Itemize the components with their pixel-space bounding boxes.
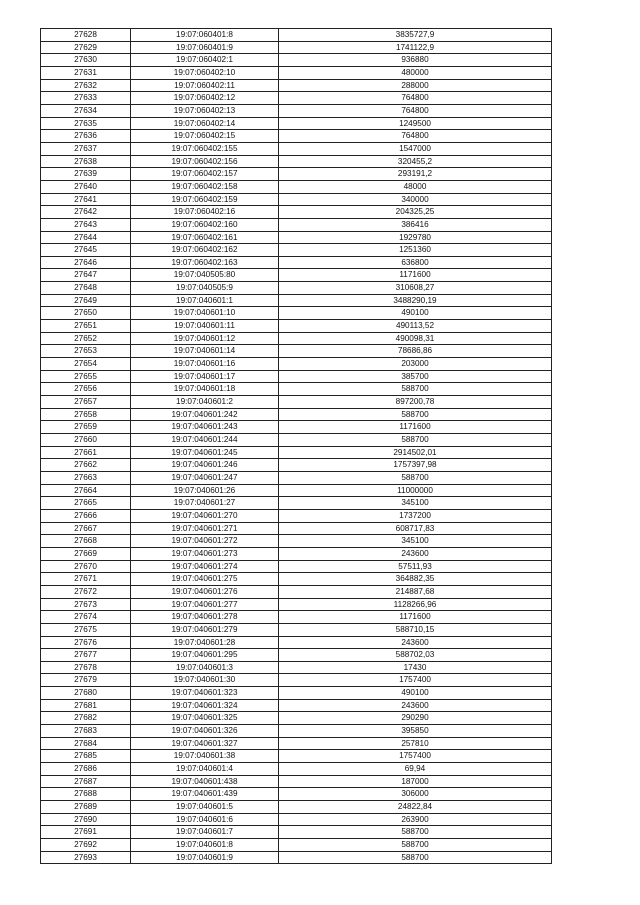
row-number-cell: 27681 [41, 699, 131, 712]
row-number-cell: 27629 [41, 41, 131, 54]
value-cell: 69,94 [279, 763, 552, 776]
cadastral-number-cell: 19:07:040601:324 [131, 699, 279, 712]
value-cell: 57511,93 [279, 560, 552, 573]
cadastral-number-cell: 19:07:060401:9 [131, 41, 279, 54]
row-number-cell: 27636 [41, 130, 131, 143]
table-row [41, 130, 552, 143]
value-cell: 897200,78 [279, 396, 552, 409]
value-cell: 764800 [279, 130, 552, 143]
row-number-cell: 27655 [41, 370, 131, 383]
value-cell: 243600 [279, 636, 552, 649]
cadastral-number-cell: 19:07:060402:160 [131, 218, 279, 231]
value-cell: 48000 [279, 180, 552, 193]
table-row [41, 674, 552, 687]
cadastral-number-cell: 19:07:040601:6 [131, 813, 279, 826]
value-cell: 1249500 [279, 117, 552, 130]
row-number-cell: 27642 [41, 206, 131, 219]
value-cell: 340000 [279, 193, 552, 206]
cadastral-number-cell: 19:07:040601:5 [131, 801, 279, 814]
table-row [41, 41, 552, 54]
table-row [41, 649, 552, 662]
row-number-cell: 27686 [41, 763, 131, 776]
row-number-cell: 27685 [41, 750, 131, 763]
table-row [41, 396, 552, 409]
row-number-cell: 27639 [41, 168, 131, 181]
row-number-cell: 27652 [41, 332, 131, 345]
row-number-cell: 27638 [41, 155, 131, 168]
row-number-cell: 27684 [41, 737, 131, 750]
row-number-cell: 27682 [41, 712, 131, 725]
table-row [41, 168, 552, 181]
value-cell: 490100 [279, 687, 552, 700]
table-row [41, 408, 552, 421]
cadastral-number-cell: 19:07:040601:7 [131, 826, 279, 839]
cadastral-number-cell: 19:07:040601:243 [131, 421, 279, 434]
table-row [41, 585, 552, 598]
table-row [41, 256, 552, 269]
cadastral-number-cell: 19:07:060402:158 [131, 180, 279, 193]
table-row [41, 104, 552, 117]
row-number-cell: 27657 [41, 396, 131, 409]
row-number-cell: 27650 [41, 307, 131, 320]
table-row [41, 509, 552, 522]
cadastral-number-cell: 19:07:040601:274 [131, 560, 279, 573]
value-cell: 1757400 [279, 750, 552, 763]
cadastral-number-cell: 19:07:040601:8 [131, 839, 279, 852]
row-number-cell: 27651 [41, 320, 131, 333]
value-cell: 480000 [279, 66, 552, 79]
table-row [41, 320, 552, 333]
table-row [41, 332, 552, 345]
table-row [41, 573, 552, 586]
cadastral-number-cell: 19:07:040601:1 [131, 294, 279, 307]
cadastral-number-cell: 19:07:040601:245 [131, 446, 279, 459]
row-number-cell: 27659 [41, 421, 131, 434]
row-number-cell: 27670 [41, 560, 131, 573]
table-row [41, 737, 552, 750]
table-row [41, 180, 552, 193]
value-cell: 345100 [279, 535, 552, 548]
value-cell: 3835727,9 [279, 29, 552, 42]
cadastral-number-cell: 19:07:060402:159 [131, 193, 279, 206]
value-cell: 1737200 [279, 509, 552, 522]
table-row [41, 813, 552, 826]
value-cell: 78686,86 [279, 345, 552, 358]
cadastral-number-cell: 19:07:040601:27 [131, 497, 279, 510]
table-row [41, 661, 552, 674]
value-cell: 490098,31 [279, 332, 552, 345]
row-number-cell: 27683 [41, 725, 131, 738]
row-number-cell: 27668 [41, 535, 131, 548]
value-cell: 293191,2 [279, 168, 552, 181]
cadastral-number-cell: 19:07:040601:277 [131, 598, 279, 611]
table-row [41, 193, 552, 206]
cadastral-number-cell: 19:07:040601:279 [131, 623, 279, 636]
value-cell: 588700 [279, 408, 552, 421]
value-cell: 588702,03 [279, 649, 552, 662]
table-row [41, 206, 552, 219]
table-row [41, 307, 552, 320]
row-number-cell: 27660 [41, 434, 131, 447]
row-number-cell: 27669 [41, 547, 131, 560]
table-row [41, 54, 552, 67]
row-number-cell: 27632 [41, 79, 131, 92]
row-number-cell: 27637 [41, 142, 131, 155]
row-number-cell: 27687 [41, 775, 131, 788]
cadastral-number-cell: 19:07:040601:325 [131, 712, 279, 725]
row-number-cell: 27678 [41, 661, 131, 674]
value-cell: 3488290,19 [279, 294, 552, 307]
value-cell: 588700 [279, 839, 552, 852]
value-cell: 2914502,01 [279, 446, 552, 459]
table-row [41, 522, 552, 535]
value-cell: 1547000 [279, 142, 552, 155]
value-cell: 263900 [279, 813, 552, 826]
row-number-cell: 27643 [41, 218, 131, 231]
row-number-cell: 27647 [41, 269, 131, 282]
cadastral-number-cell: 19:07:040601:17 [131, 370, 279, 383]
table-row [41, 446, 552, 459]
row-number-cell: 27666 [41, 509, 131, 522]
table-row [41, 218, 552, 231]
value-cell: 203000 [279, 358, 552, 371]
value-cell: 764800 [279, 104, 552, 117]
table-row [41, 560, 552, 573]
cadastral-number-cell: 19:07:040601:275 [131, 573, 279, 586]
value-cell: 320455,2 [279, 155, 552, 168]
value-cell: 345100 [279, 497, 552, 510]
cadastral-number-cell: 19:07:040601:9 [131, 851, 279, 864]
value-cell: 11000000 [279, 484, 552, 497]
row-number-cell: 27634 [41, 104, 131, 117]
cadastral-number-cell: 19:07:040601:271 [131, 522, 279, 535]
value-cell: 588700 [279, 434, 552, 447]
value-cell: 1757400 [279, 674, 552, 687]
row-number-cell: 27661 [41, 446, 131, 459]
row-number-cell: 27680 [41, 687, 131, 700]
table-row [41, 29, 552, 42]
row-number-cell: 27692 [41, 839, 131, 852]
cadastral-number-cell: 19:07:040601:273 [131, 547, 279, 560]
cadastral-number-cell: 19:07:060402:161 [131, 231, 279, 244]
cadastral-number-cell: 19:07:040601:14 [131, 345, 279, 358]
cadastral-number-cell: 19:07:040601:242 [131, 408, 279, 421]
row-number-cell: 27649 [41, 294, 131, 307]
table-row [41, 623, 552, 636]
table-row [41, 712, 552, 725]
cadastral-number-cell: 19:07:060402:11 [131, 79, 279, 92]
table-row [41, 750, 552, 763]
table-row [41, 826, 552, 839]
value-cell: 588700 [279, 471, 552, 484]
value-cell: 1128266,96 [279, 598, 552, 611]
table-row [41, 79, 552, 92]
cadastral-number-cell: 19:07:040601:278 [131, 611, 279, 624]
row-number-cell: 27672 [41, 585, 131, 598]
value-cell: 608717,83 [279, 522, 552, 535]
table-row [41, 497, 552, 510]
row-number-cell: 27648 [41, 282, 131, 295]
row-number-cell: 27646 [41, 256, 131, 269]
value-cell: 588700 [279, 851, 552, 864]
row-number-cell: 27644 [41, 231, 131, 244]
cadastral-number-cell: 19:07:060402:155 [131, 142, 279, 155]
value-cell: 257810 [279, 737, 552, 750]
value-cell: 204325,25 [279, 206, 552, 219]
table-row [41, 421, 552, 434]
value-cell: 588710,15 [279, 623, 552, 636]
cadastral-number-cell: 19:07:040601:276 [131, 585, 279, 598]
value-cell: 385700 [279, 370, 552, 383]
table-row [41, 763, 552, 776]
table-row [41, 434, 552, 447]
value-cell: 288000 [279, 79, 552, 92]
table-row [41, 269, 552, 282]
cadastral-number-cell: 19:07:040601:247 [131, 471, 279, 484]
row-number-cell: 27654 [41, 358, 131, 371]
row-number-cell: 27671 [41, 573, 131, 586]
value-cell: 1171600 [279, 421, 552, 434]
value-cell: 24822,84 [279, 801, 552, 814]
value-cell: 243600 [279, 547, 552, 560]
cadastral-number-cell: 19:07:060402:10 [131, 66, 279, 79]
table-row [41, 471, 552, 484]
table-row [41, 142, 552, 155]
table-row [41, 370, 552, 383]
table-row [41, 547, 552, 560]
cadastral-number-cell: 19:07:060402:157 [131, 168, 279, 181]
row-number-cell: 27633 [41, 92, 131, 105]
value-cell: 1757397,98 [279, 459, 552, 472]
table-row [41, 851, 552, 864]
table-row [41, 459, 552, 472]
table-row [41, 358, 552, 371]
row-number-cell: 27673 [41, 598, 131, 611]
cadastral-number-cell: 19:07:060402:1 [131, 54, 279, 67]
value-cell: 588700 [279, 826, 552, 839]
value-cell: 1741122,9 [279, 41, 552, 54]
cadastral-number-cell: 19:07:040601:38 [131, 750, 279, 763]
table-row [41, 687, 552, 700]
cadastral-number-cell: 19:07:040601:272 [131, 535, 279, 548]
row-number-cell: 27677 [41, 649, 131, 662]
cadastral-number-cell: 19:07:060402:162 [131, 244, 279, 257]
table-row [41, 155, 552, 168]
row-number-cell: 27645 [41, 244, 131, 257]
row-number-cell: 27691 [41, 826, 131, 839]
cadastral-number-cell: 19:07:060402:16 [131, 206, 279, 219]
table-row [41, 244, 552, 257]
table-row [41, 636, 552, 649]
table-row [41, 611, 552, 624]
cadastral-value-table [40, 28, 552, 864]
cadastral-number-cell: 19:07:040601:10 [131, 307, 279, 320]
row-number-cell: 27658 [41, 408, 131, 421]
table-row [41, 598, 552, 611]
table-row [41, 117, 552, 130]
row-number-cell: 27664 [41, 484, 131, 497]
value-cell: 636800 [279, 256, 552, 269]
value-cell: 290290 [279, 712, 552, 725]
row-number-cell: 27662 [41, 459, 131, 472]
value-cell: 214887,68 [279, 585, 552, 598]
row-number-cell: 27641 [41, 193, 131, 206]
cadastral-number-cell: 19:07:040601:270 [131, 509, 279, 522]
table-row [41, 66, 552, 79]
cadastral-number-cell: 19:07:040601:326 [131, 725, 279, 738]
value-cell: 936880 [279, 54, 552, 67]
cadastral-number-cell: 19:07:060402:12 [131, 92, 279, 105]
cadastral-number-cell: 19:07:040601:323 [131, 687, 279, 700]
cadastral-number-cell: 19:07:040601:439 [131, 788, 279, 801]
value-cell: 306000 [279, 788, 552, 801]
row-number-cell: 27675 [41, 623, 131, 636]
row-number-cell: 27663 [41, 471, 131, 484]
row-number-cell: 27679 [41, 674, 131, 687]
row-number-cell: 27630 [41, 54, 131, 67]
cadastral-number-cell: 19:07:040601:16 [131, 358, 279, 371]
cadastral-number-cell: 19:07:060402:15 [131, 130, 279, 143]
cadastral-number-cell: 19:07:040601:12 [131, 332, 279, 345]
cadastral-number-cell: 19:07:060402:156 [131, 155, 279, 168]
cadastral-number-cell: 19:07:040601:295 [131, 649, 279, 662]
table-row [41, 282, 552, 295]
table-row [41, 294, 552, 307]
value-cell: 490100 [279, 307, 552, 320]
table-row [41, 231, 552, 244]
row-number-cell: 27693 [41, 851, 131, 864]
cadastral-number-cell: 19:07:040601:28 [131, 636, 279, 649]
value-cell: 1171600 [279, 611, 552, 624]
value-cell: 1929780 [279, 231, 552, 244]
cadastral-number-cell: 19:07:040601:244 [131, 434, 279, 447]
value-cell: 395850 [279, 725, 552, 738]
row-number-cell: 27653 [41, 345, 131, 358]
cadastral-number-cell: 19:07:040601:26 [131, 484, 279, 497]
cadastral-number-cell: 19:07:060402:14 [131, 117, 279, 130]
table-row [41, 383, 552, 396]
cadastral-number-cell: 19:07:040601:2 [131, 396, 279, 409]
cadastral-number-cell: 19:07:040601:3 [131, 661, 279, 674]
table-row [41, 92, 552, 105]
value-cell: 588700 [279, 383, 552, 396]
table-body [41, 29, 552, 864]
value-cell: 490113,52 [279, 320, 552, 333]
value-cell: 386416 [279, 218, 552, 231]
table-row [41, 345, 552, 358]
cadastral-number-cell: 19:07:040601:30 [131, 674, 279, 687]
value-cell: 243600 [279, 699, 552, 712]
table-row [41, 788, 552, 801]
row-number-cell: 27667 [41, 522, 131, 535]
row-number-cell: 27628 [41, 29, 131, 42]
table-row [41, 484, 552, 497]
value-cell: 187000 [279, 775, 552, 788]
value-cell: 1251360 [279, 244, 552, 257]
table-row [41, 801, 552, 814]
cadastral-number-cell: 19:07:040601:246 [131, 459, 279, 472]
cadastral-number-cell: 19:07:040505:80 [131, 269, 279, 282]
row-number-cell: 27656 [41, 383, 131, 396]
row-number-cell: 27676 [41, 636, 131, 649]
table-row [41, 699, 552, 712]
cadastral-number-cell: 19:07:040601:438 [131, 775, 279, 788]
row-number-cell: 27631 [41, 66, 131, 79]
table-row [41, 775, 552, 788]
cadastral-number-cell: 19:07:040505:9 [131, 282, 279, 295]
cadastral-number-cell: 19:07:040601:327 [131, 737, 279, 750]
row-number-cell: 27665 [41, 497, 131, 510]
row-number-cell: 27640 [41, 180, 131, 193]
value-cell: 1171600 [279, 269, 552, 282]
row-number-cell: 27690 [41, 813, 131, 826]
cadastral-number-cell: 19:07:060401:8 [131, 29, 279, 42]
row-number-cell: 27689 [41, 801, 131, 814]
value-cell: 17430 [279, 661, 552, 674]
cadastral-number-cell: 19:07:060402:13 [131, 104, 279, 117]
row-number-cell: 27674 [41, 611, 131, 624]
cadastral-number-cell: 19:07:040601:11 [131, 320, 279, 333]
row-number-cell: 27688 [41, 788, 131, 801]
table-row [41, 725, 552, 738]
table-row [41, 535, 552, 548]
cadastral-number-cell: 19:07:040601:4 [131, 763, 279, 776]
cadastral-number-cell: 19:07:040601:18 [131, 383, 279, 396]
table-row [41, 839, 552, 852]
row-number-cell: 27635 [41, 117, 131, 130]
value-cell: 310608,27 [279, 282, 552, 295]
value-cell: 764800 [279, 92, 552, 105]
cadastral-number-cell: 19:07:060402:163 [131, 256, 279, 269]
value-cell: 364882,35 [279, 573, 552, 586]
